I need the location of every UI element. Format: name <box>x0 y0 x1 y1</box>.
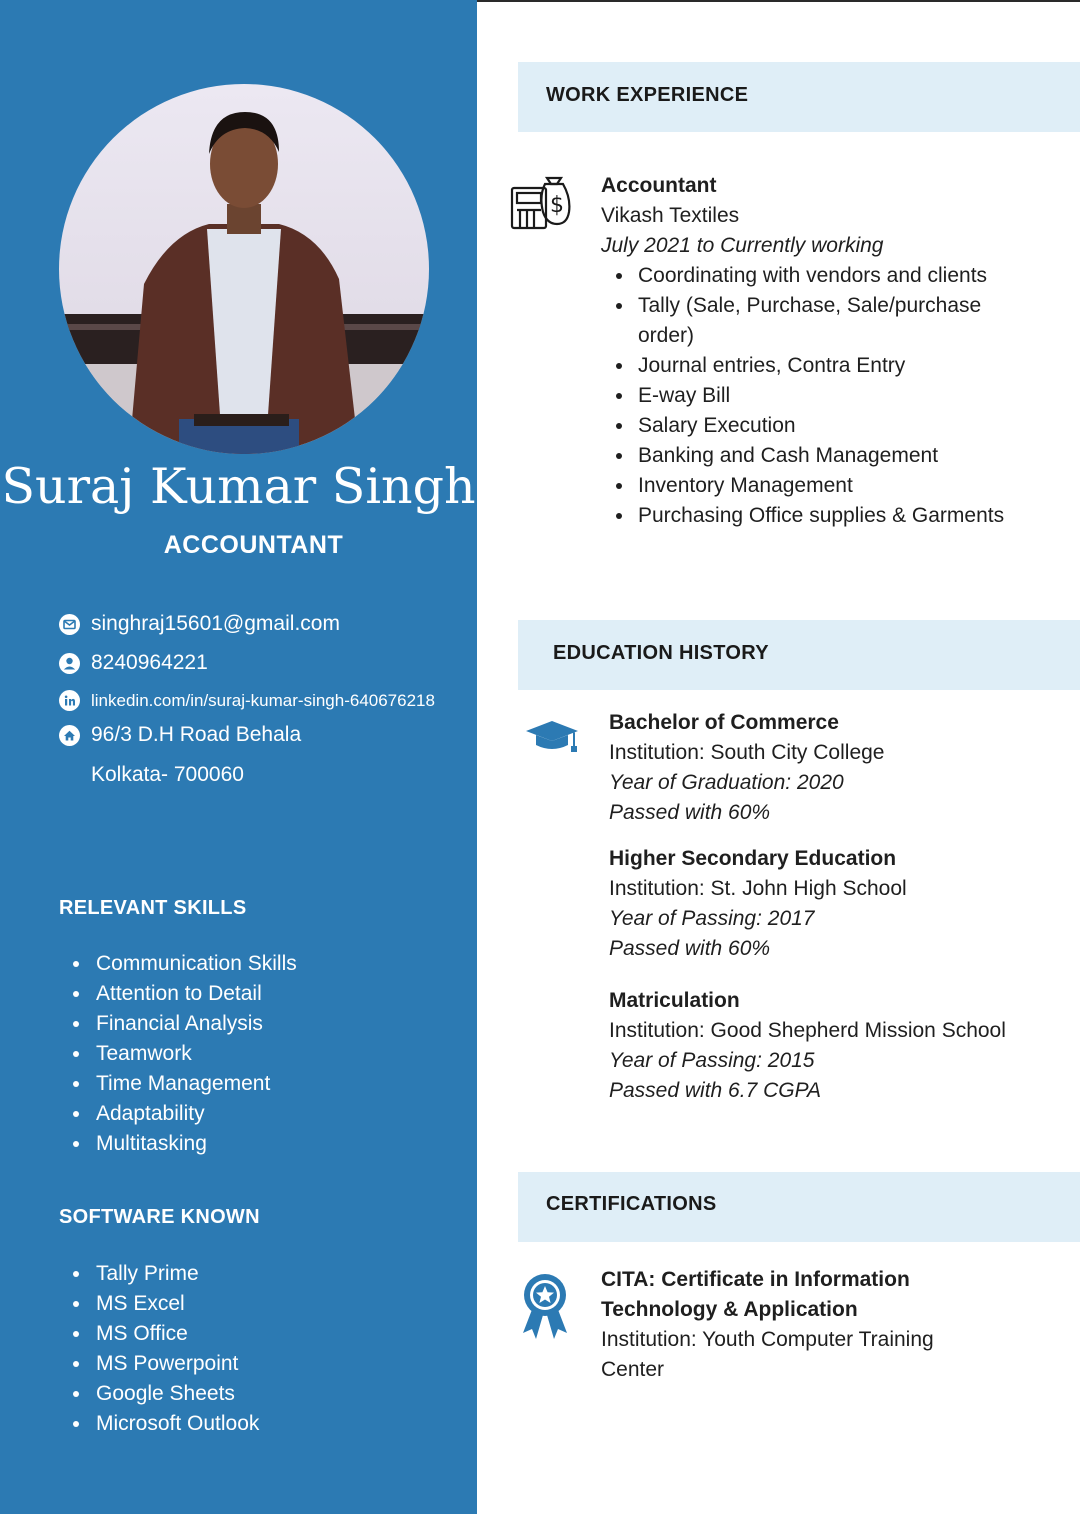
cash-register-money-bag-icon <box>509 172 571 236</box>
linkedin-text: linkedin.com/in/suraj-kumar-singh-640676218 <box>91 690 435 710</box>
list-item: Google Sheets <box>59 1379 259 1409</box>
list-item: Financial Analysis <box>59 1009 297 1039</box>
edu-1-degree: Bachelor of Commerce <box>609 711 839 734</box>
sidebar <box>0 0 477 1514</box>
profile-photo <box>59 84 429 454</box>
edu-1-institution: Institution: South City College <box>609 741 885 764</box>
contact-address <box>59 723 301 747</box>
job-role: ACCOUNTANT <box>163 531 344 559</box>
list-item: Multitasking <box>59 1129 297 1159</box>
list-item: Tally (Sale, Purchase, Sale/purchase order) <box>601 291 1021 351</box>
certifications-heading: CERTIFICATIONS <box>546 1193 717 1215</box>
list-item: Purchasing Office supplies & Garments <box>601 501 1021 531</box>
contact-address-line-2 <box>91 763 244 787</box>
contact-phone[interactable] <box>59 651 208 675</box>
home-icon <box>59 725 80 746</box>
edu-1-result: Passed with 60% <box>609 801 771 824</box>
cert-title-line-2: Technology & Application <box>601 1298 858 1321</box>
list-item: Tally Prime <box>59 1259 259 1289</box>
email-icon <box>59 614 80 635</box>
work-title: Accountant <box>601 174 717 197</box>
edu-3-year: Year of Passing: 2015 <box>609 1049 815 1072</box>
contact-linkedin[interactable] <box>59 690 435 711</box>
list-item: Communication Skills <box>59 949 297 979</box>
list-item: E-way Bill <box>601 381 1021 411</box>
cert-title-line-1: CITA: Certificate in Information <box>601 1268 910 1291</box>
email-text: singhraj15601@gmail.com <box>91 612 340 635</box>
list-item: Microsoft Outlook <box>59 1409 259 1439</box>
list-item: Attention to Detail <box>59 979 297 1009</box>
person-name: Suraj Kumar Singh <box>1 458 476 515</box>
software-heading: SOFTWARE KNOWN <box>59 1206 260 1228</box>
address-line-2: Kolkata- 700060 <box>91 763 244 786</box>
user-icon <box>59 653 80 674</box>
edu-2-year: Year of Passing: 2017 <box>609 907 815 930</box>
cert-institution-line-1: Institution: Youth Computer Training <box>601 1328 934 1351</box>
graduation-cap-icon <box>524 717 582 759</box>
linkedin-icon <box>59 690 80 711</box>
skills-heading: RELEVANT SKILLS <box>59 897 247 919</box>
list-item: Salary Execution <box>601 411 1021 441</box>
education-heading: EDUCATION HISTORY <box>553 642 769 664</box>
edu-2-degree: Higher Secondary Education <box>609 847 897 870</box>
address-line-1: 96/3 D.H Road Behala <box>91 723 302 746</box>
edu-3-result: Passed with 6.7 CGPA <box>609 1079 822 1102</box>
work-period: July 2021 to Currently working <box>601 234 884 257</box>
award-ribbon-icon <box>519 1271 571 1345</box>
list-item: Teamwork <box>59 1039 297 1069</box>
list-item: Banking and Cash Management <box>601 441 1021 471</box>
svg-text:$: $ <box>550 193 564 218</box>
software-list <box>59 1259 259 1439</box>
list-item: Adaptability <box>59 1099 297 1129</box>
phone-text: 8240964221 <box>91 651 208 674</box>
list-item: MS Excel <box>59 1289 259 1319</box>
work-company: Vikash Textiles <box>601 204 740 227</box>
list-item: Journal entries, Contra Entry <box>601 351 1021 381</box>
list-item: Inventory Management <box>601 471 1021 501</box>
work-experience-heading: WORK EXPERIENCE <box>546 84 749 106</box>
cert-institution-line-2: Center <box>601 1358 665 1381</box>
edu-3-institution: Institution: Good Shepherd Mission School <box>609 1019 1006 1042</box>
skills-list <box>59 949 297 1159</box>
list-item: Coordinating with vendors and clients <box>601 261 1021 291</box>
edu-3-degree: Matriculation <box>609 989 740 1012</box>
work-duties-list <box>601 261 1021 531</box>
list-item: MS Office <box>59 1319 259 1349</box>
contact-email[interactable] <box>59 612 340 636</box>
edu-1-year: Year of Graduation: 2020 <box>609 771 844 794</box>
edu-2-institution: Institution: St. John High School <box>609 877 907 900</box>
list-item: Time Management <box>59 1069 297 1099</box>
list-item: MS Powerpoint <box>59 1349 259 1379</box>
edu-2-result: Passed with 60% <box>609 937 771 960</box>
